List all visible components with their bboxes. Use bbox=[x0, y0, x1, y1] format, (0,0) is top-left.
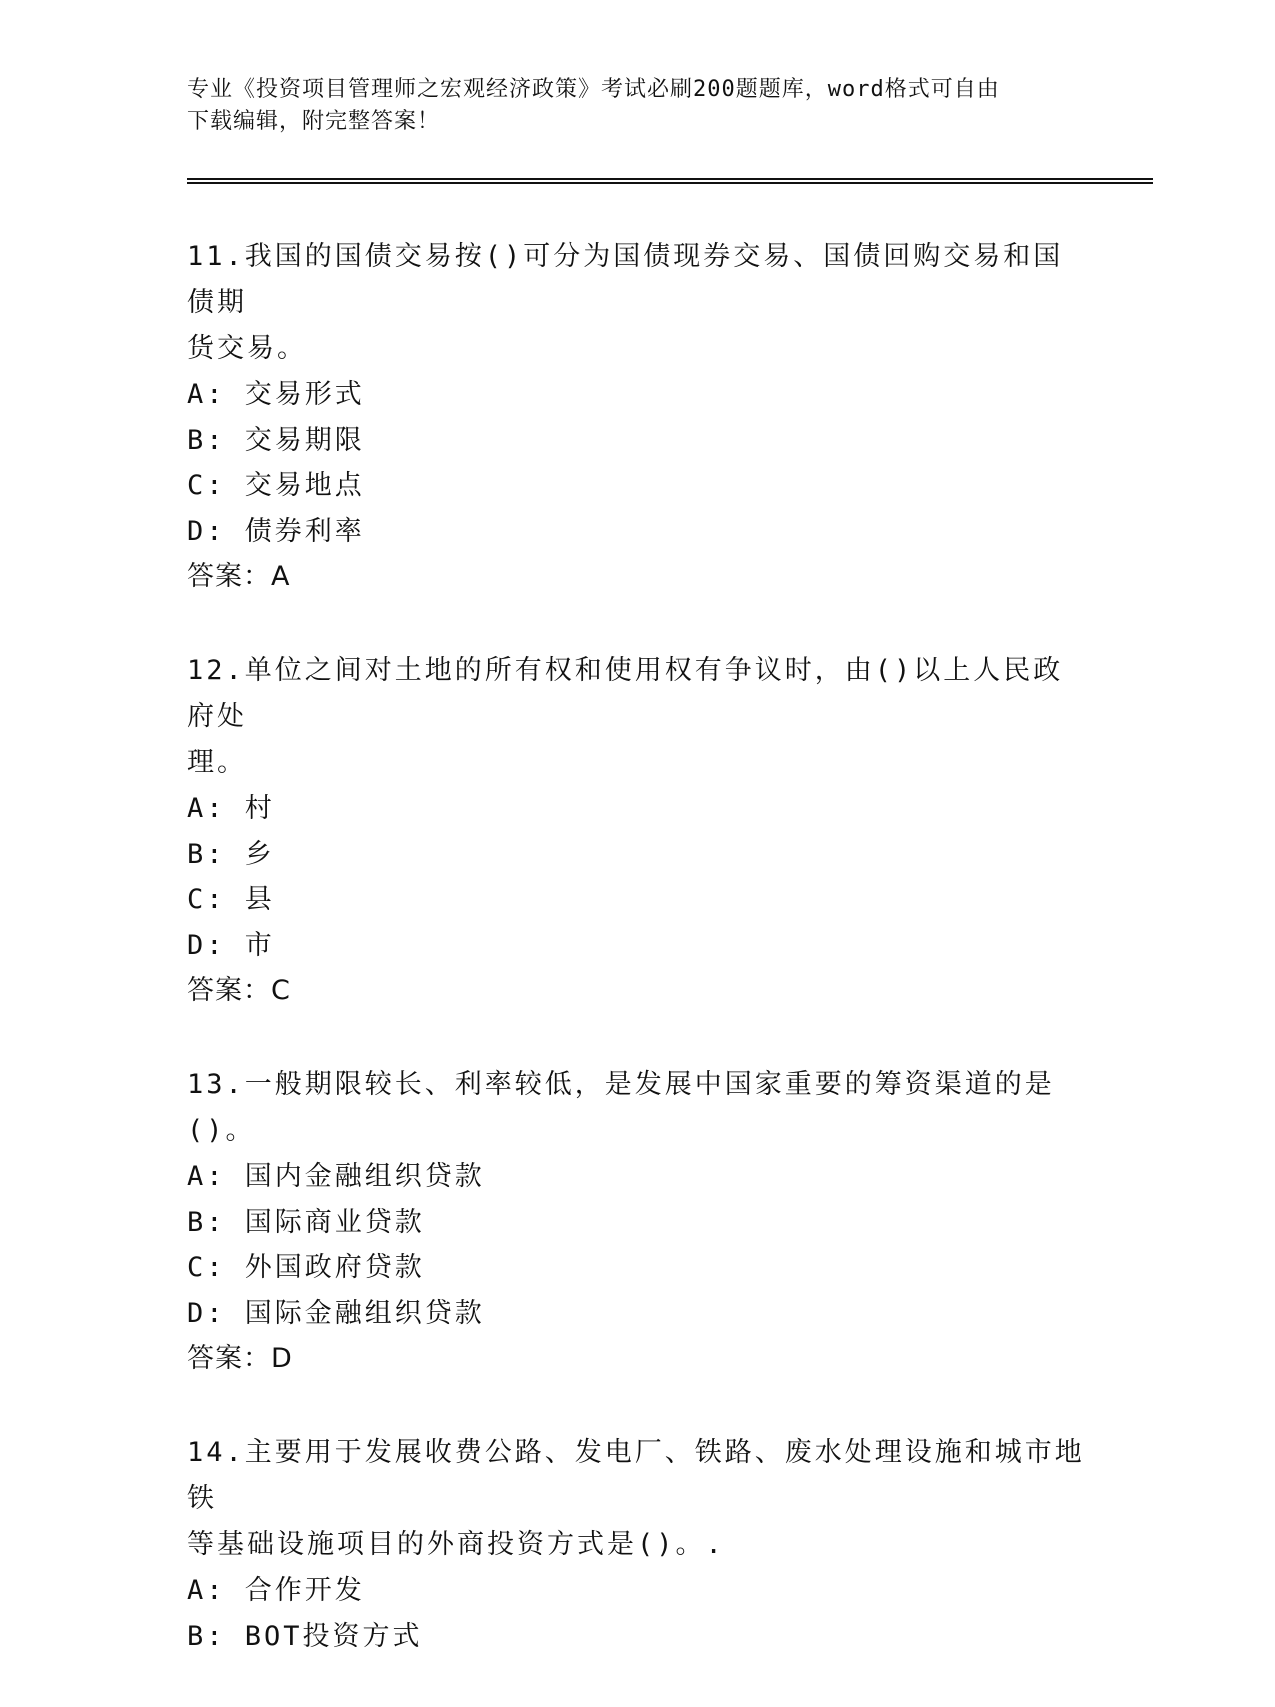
stem-line: 12.单位之间对土地的所有权和使用权有争议时，由()以上人民政府处 bbox=[187, 655, 1064, 732]
question-list bbox=[187, 234, 1087, 1707]
question-stem bbox=[187, 648, 1087, 786]
option-a: A: 合作开发 bbox=[187, 1575, 365, 1606]
option-d: D: 市 bbox=[187, 929, 275, 961]
question-stem bbox=[187, 1430, 1087, 1568]
question-12 bbox=[187, 648, 1087, 1014]
stem-line: 理。 bbox=[187, 747, 247, 778]
option-d: D: 国际金融组织贷款 bbox=[187, 1297, 485, 1329]
intro-line-2: 下载编辑，附完整答案！ bbox=[187, 109, 441, 134]
stem-line: 等基础设施项目的外商投资方式是()。. bbox=[187, 1529, 725, 1560]
question-stem bbox=[187, 234, 1087, 372]
answer-label: 答案：A bbox=[187, 561, 291, 592]
stem-line: 11.我国的国债交易按()可分为国债现券交易、国债回购交易和国债期 bbox=[187, 241, 1064, 318]
question-11 bbox=[187, 234, 1087, 600]
double-rule-divider bbox=[187, 178, 1153, 184]
answer-label: 答案：D bbox=[187, 1343, 293, 1374]
option-a: A: 国内金融组织贷款 bbox=[187, 1161, 485, 1192]
question-14 bbox=[187, 1430, 1087, 1659]
stem-line: 13.一般期限较长、利率较低，是发展中国家重要的筹资渠道的是()。 bbox=[187, 1069, 1055, 1146]
option-c: C: 县 bbox=[187, 884, 275, 915]
question-stem bbox=[187, 1062, 1087, 1154]
option-c: C: 交易地点 bbox=[187, 470, 365, 501]
stem-line: 14.主要用于发展收费公路、发电厂、铁路、废水处理设施和城市地铁 bbox=[187, 1437, 1085, 1514]
stem-line: 货交易。 bbox=[187, 333, 307, 364]
option-a: A: 村 bbox=[187, 793, 275, 824]
intro-line-1: 专业《投资项目管理师之宏观经济政策》考试必刷200题题库，word格式可自由 bbox=[187, 77, 1000, 102]
option-a: A: 交易形式 bbox=[187, 379, 365, 410]
option-b: B: 国际商业贷款 bbox=[187, 1206, 425, 1238]
option-c: C: 外国政府贷款 bbox=[187, 1252, 425, 1283]
answer-label: 答案：C bbox=[187, 975, 291, 1006]
document-intro bbox=[187, 74, 1067, 138]
option-b: B: 交易期限 bbox=[187, 424, 365, 456]
option-b: B: BOT投资方式 bbox=[187, 1620, 423, 1652]
option-b: B: 乡 bbox=[187, 838, 275, 870]
option-d: D: 债券利率 bbox=[187, 515, 365, 547]
question-13 bbox=[187, 1062, 1087, 1382]
